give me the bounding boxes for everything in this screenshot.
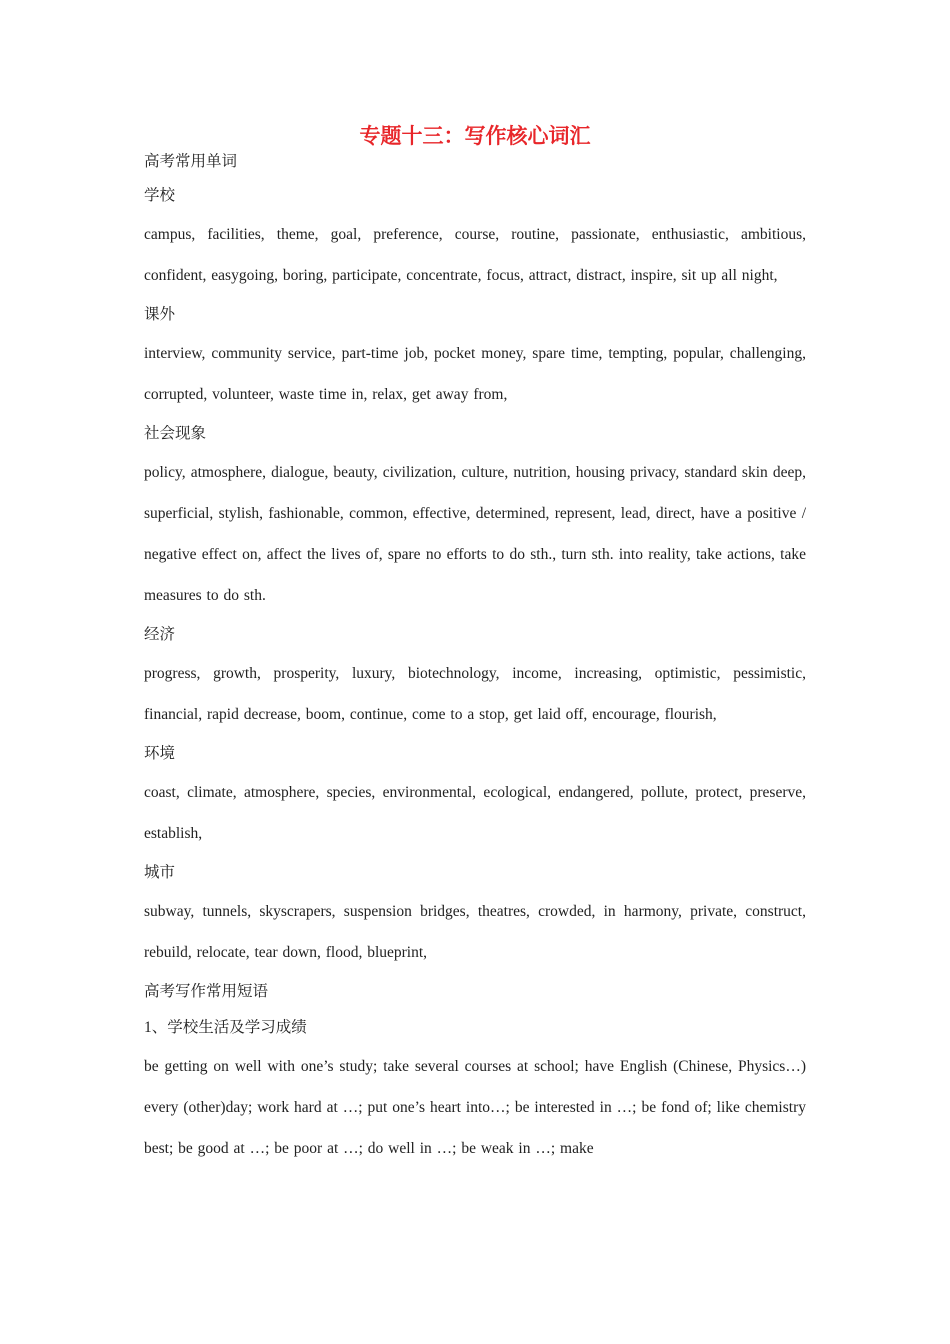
paragraph-economy-words: progress, growth, prosperity, luxury, biotechnology, income, increasing, optimistic, pessimistic, financial, rapid decrease, boom, continue, come to a stop, get laid off, encourage, flourish, [144, 665, 806, 723]
subheading-economy: 经济 [144, 626, 176, 643]
subheading-environment: 环境 [144, 745, 176, 762]
subheading-school: 学校 [144, 187, 176, 204]
paragraph-extracurricular-words: interview, community service, part-time job, pocket money, spare time, tempting, popular, challenging, corrupted, volunteer, waste time in, relax, get away from, [144, 345, 806, 403]
subheading-city: 城市 [144, 864, 176, 881]
paragraph-school-life-phrases: be getting on well with one’s study; take several courses at school; have English (Chinese, Physics…) every (other)day; work hard at …; put one’s heart into…; be interested in …; be fond of; like chemistry best; be good at …; be poor at …; do well in …; be weak in …; make [144, 1058, 806, 1157]
section-heading-common-words: 高考常用单词 [144, 153, 238, 170]
paragraph-city-words: subway, tunnels, skyscrapers, suspension bridges, theatres, crowded, in harmony, private, construct, rebuild, relocate, tear down, flood, blueprint, [144, 903, 806, 961]
subheading-social-phenomena: 社会现象 [144, 425, 207, 442]
subheading-extracurricular: 课外 [144, 306, 176, 323]
document-title: 专题十三：写作核心词汇 [359, 124, 591, 148]
subheading-school-life: 1、学校生活及学习成绩 [144, 1019, 307, 1036]
section-heading-common-phrases: 高考写作常用短语 [144, 983, 269, 1000]
paragraph-school-words: campus, facilities, theme, goal, preference, course, routine, passionate, enthusiastic, ambitious, confident, easygoing, boring, participate, concentrate, focus, attract, distract, inspire, sit up all night, [144, 226, 806, 284]
paragraph-environment-words: coast, climate, atmosphere, species, environmental, ecological, endangered, pollute, protect, preserve, establish, [144, 784, 806, 842]
document-content [144, 118, 806, 1170]
paragraph-social-words: policy, atmosphere, dialogue, beauty, civilization, culture, nutrition, housing privacy, standard skin deep, superficial, stylish, fashionable, common, effective, determined, represent, lead, direct, have a positive / negative effect on, affect the lives of, spare no efforts to do sth., turn sth. into reality, take actions, take measures to do sth. [144, 464, 806, 604]
